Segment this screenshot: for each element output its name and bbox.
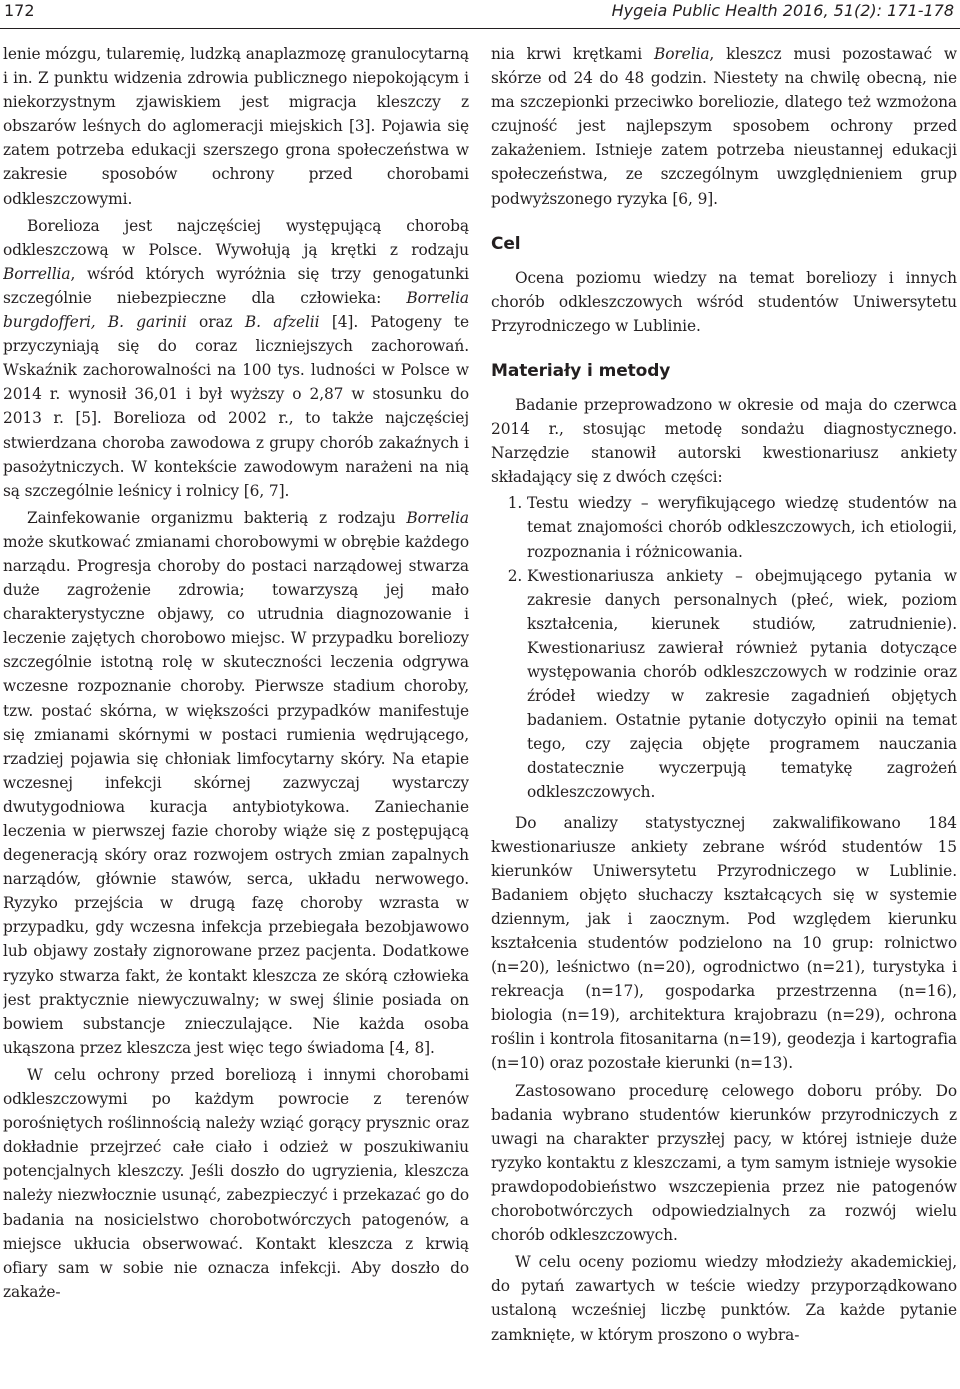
page-number: 172 — [4, 1, 35, 20]
paragraph: W celu oceny poziomu wiedzy młodzieży akademickiej, do pytań zawartych w teście wiedzy przyporządkowano ustaloną wcześniej liczbę punktów. Za każde pytanie zamknięte, w którym proszono o wybra- — [491, 1253, 957, 1344]
genus-name: Borelia — [654, 45, 710, 63]
section-heading-cel: Cel — [491, 233, 521, 254]
paragraph: W celu ochrony przed boreliozą i innymi chorobami odkleszczowymi po każdym powrocie z terenów porośniętych roślinnością należy wziąć gorący prysznic oraz dokładnie przejrzeć całe ciało i odzież w poszukiwaniu potencjalnych kleszczy. Jeśli doszło do ugryzienia, kleszcza należy niezwłocznie usunąć, zabezpieczyć i przekazać go do badania na nosicielstwo chorobotwórczych patogenów, a miejsce ukłucia obserwować. Kontakt kleszcza z krwią ofiary sam w sobie nie oznacza infekcji. Aby doszło do zakaże- — [3, 1065, 469, 1301]
numbered-list — [491, 491, 957, 804]
paragraph: Ocena poziomu wiedzy na temat boreliozy i innych chorób odkleszczowych wśród studentów Uniwersytetu Przyrodniczego w Lublinie. — [491, 268, 957, 335]
species-names: Borrelia burgdofferi, B. garinii — [3, 288, 469, 332]
paragraph: Do analizy statystycznej zakwalifikowano 184 kwestionariusze ankiety zebrane wśród studentów 15 kierunków Uniwersytetu Przyrodniczego w Lublinie. Badaniem objęto słuchaczy kształcących się w systemie dziennym, jak i zaocznym. Pod względem kierunku kształcenia studentów podzielono na 10 grup: rolnictwo (n=20), leśnictwo (n=20), ogrodnictwo (n=21), turystyka i rekreacja (n=17), gospodarka przestrzenna (n=16), biologia (n=19), architektura krajobrazu (n=29), ochrona roślin i kontrola fitosanitarna (n=19), geodezja i kartografia (n=10) oraz pozostałe kierunki (n=13). — [491, 813, 957, 1073]
list-item: 2. Kwestionariusza ankiety – obejmującego pytania w zakresie danych personalnych (płeć, wiek, poziom kształcenia, kierunek studiów, zatrudnienie). Kwestionariusz zawierał również pytania dotyczące występowania chorób odkleszczowych w rodzinie oraz źródeł wiedzy w zakresie zagadnień objętych badaniem. Ostatnie pytanie dotyczyło opinii na temat tego, czy zajęcia objęte programem nauczania dostatecznie wyczerpują tematykę zagrożeń odkleszczowych. — [527, 564, 957, 805]
list-item: 1. Testu wiedzy – weryfikującego wiedzę studentów na temat znajomości chorób odkleszczowych, ich etiologii, rozpoznania i różnicowania. — [527, 491, 957, 563]
species-name: B. afzelii — [244, 313, 320, 332]
genus-name: Borrelia — [406, 508, 469, 527]
left-column — [3, 42, 469, 1387]
paragraph: lenie mózgu, tularemię, ludzką anaplazmozę granulocytarną i in. Z punktu widzenia zdrowia publicznego niepokojącym i niekorzystnym zjawiskiem jest migracja kleszczy z obszarów leśnych do aglomeracji miejskich [3]. Pojawia się zatem potrzeba edukacji szerszego grona społeczeństwa w zakresie sposobów ochrony przed chorobami odkleszczowymi. — [3, 45, 469, 208]
right-column — [491, 42, 957, 1387]
journal-citation: Hygeia Public Health 2016, 51(2): 171-178 — [611, 1, 954, 20]
genus-name: Borrellia — [3, 264, 71, 283]
paragraph: Badanie przeprowadzono w okresie od maja do czerwca 2014 r., stosując metodę sondażu diagnostycznego. Narzędzie stanowił autorski kwestionariusz ankiety składający się z dwóch części: — [491, 395, 957, 487]
section-heading-methods: Materiały i metody — [491, 360, 671, 381]
header-rule — [0, 28, 960, 29]
running-header — [0, 0, 960, 24]
paragraph: Borelioza jest najczęściej występującą chorobą odkleszczową w Polsce. Wywołują ją krętki z rodzaju Borrellia, wśród których wyróżnia się trzy genogatunki szczególnie niebezpieczne dla człowieka: Borrelia burgdofferi, B. garinii oraz B. afzelii [4]. Patogeny te przyczyniają się do coraz liczniejszych zachorowań. Wskaźnik zachorowalności na 100 tys. ludności w Polsce w 2014 r. wynosił 36,01 i był wyższy o 2,87 w stosunku do 2013 r. [5]. Borelioza od 2002 r., to także najczęściej stwierdzana choroba zawodowa z grupy chorób zakaźnych i pasożytniczych. W kontekście zawodowym narażeni na nią są szczególnie leśnicy i rolnicy [6, 7]. — [3, 216, 469, 500]
paragraph: nia krwi krętkami Borelia, kleszcz musi pozostawać w skórze od 24 do 48 godzin. Niestety na chwilę obecną, nie ma szczepionki przeciwko boreliozie, dlatego też wzmożona czujność jest najlepszym sposobem ochrony przed zakażeniem. Istnieje zatem potrzeba nieustannej edukacji społeczeństwa, ze szczególnym uwzględnieniem grup podwyższonego ryzyka [6, 9]. — [491, 45, 957, 208]
paragraph: Zainfekowanie organizmu bakterią z rodzaju Borrelia może skutkować zmianami chorobowymi w obrębie każdego narządu. Progresja choroby do postaci narządowej stwarza duże zagrożenie zdrowia; towarzyszą jej mało charakterystyczne objawy, co utrudnia diagnozowanie i leczenie zajętych chorobowo miejsc. W przypadku boreliozy szczególnie istotną rolę w skuteczności leczenia odgrywa wczesne rozpoznanie choroby. Pierwsze stadium choroby, tzw. postać skórna, w większości przypadków manifestuje się zmianami skórnymi w postaci rumienia wędrującego, rzadziej pojawia się chłoniak limfocytarny skóry. Na etapie wczesnej infekcji skórnej zazwyczaj wystarczy dwutygodniowa kuracja antybiotykowa. Zaniechanie leczenia w pierwszej fazie choroby wiąże się z postępującą degeneracją skóry oraz rozwojem ostrych zmian zapalnych narządów, głównie stawów, serca, układu nerwowego. Ryzyko przejścia w drugą fazę choroby wzrasta w przypadku, gdy wczesna infekcja przebiegała bezobjawowo lub objawy zostały zignorowane przez pacjenta. Dodatkowe ryzyko stwarza fakt, że kontakt kleszcza ze skórą człowieka jest praktycznie niewyczuwalny; w swej ślinie posiada on bowiem substancje znieczulające. Nie każda osoba ukąszona przez kleszcza jest więc tego świadoma [4, 8]. — [3, 508, 469, 1057]
paragraph: Zastosowano procedurę celowego doboru próby. Do badania wybrano studentów kierunków przyrodniczych z uwagi na charakter przyszłej pacy, w której istnieje duże ryzyko kontaktu z kleszczami, a tym samym istnieje wysokie prawdopodobieństwo wszczepienia przez nie patogenów chorobotwórczych odpowiedzialnych za rozwój wielu chorób odkleszczowych. — [491, 1081, 957, 1245]
